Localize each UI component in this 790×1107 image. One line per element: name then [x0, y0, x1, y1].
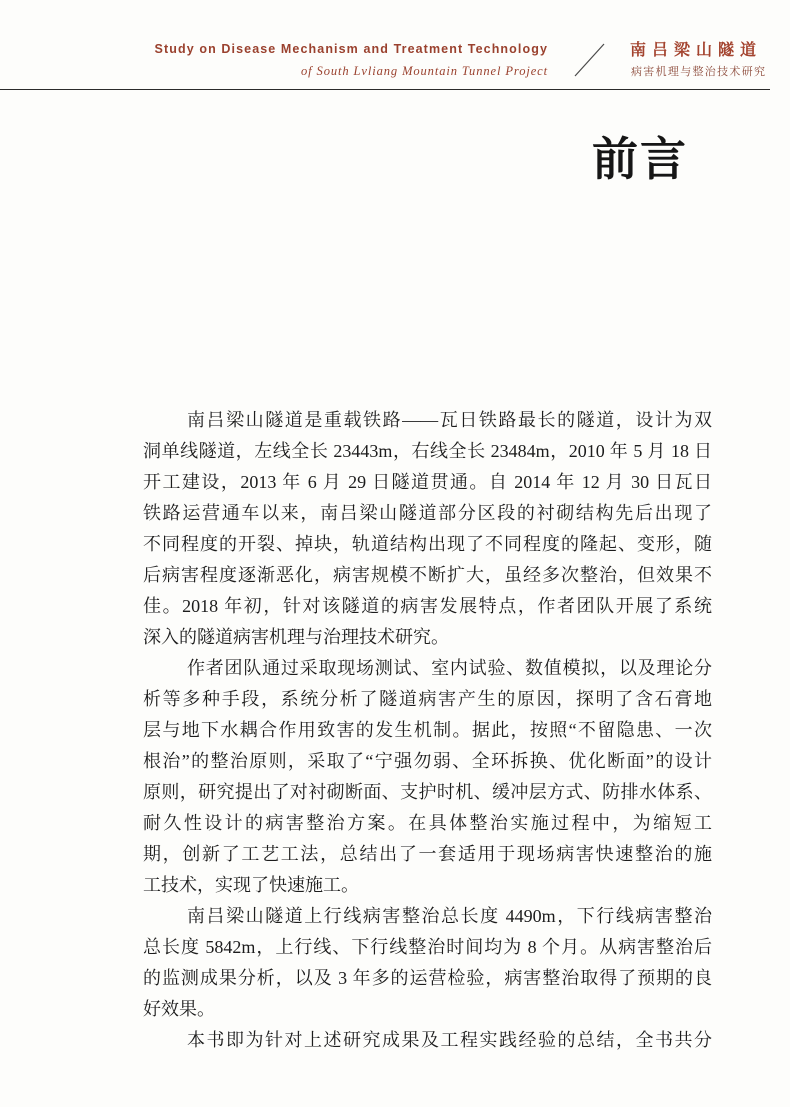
- body-line: 佳。2018 年初，针对该隧道的病害发展特点，作者团队开展了系统: [143, 596, 712, 616]
- body-line: 不同程度的开裂、掉块，轨道结构出现了不同程度的隆起、变形，随: [143, 534, 712, 554]
- paragraph: [143, 901, 712, 1025]
- body-line: 南吕梁山隧道是重载铁路——瓦日铁路最长的隧道，设计为双: [187, 410, 712, 430]
- body-line: 开工建设，2013 年 6 月 29 日隧道贯通。自 2014 年 12 月 30 日瓦日: [143, 472, 712, 492]
- body-line: 工技术，实现了快速施工。: [143, 875, 359, 895]
- header-slash-divider: [568, 40, 612, 82]
- body-line: 本书即为针对上述研究成果及工程实践经验的总结，全书共分: [187, 1030, 712, 1050]
- page-title: 前言: [592, 134, 688, 185]
- body-line: 南吕梁山隧道上行线病害整治总长度 4490m，下行线病害整治: [187, 906, 712, 926]
- header-english-title: Study on Disease Mechanism and Treatment Technology: [154, 42, 548, 56]
- body-line: 总长度 5842m，上行线、下行线整治时间均为 8 个月。从病害整治后: [143, 937, 712, 957]
- body-line: 深入的隧道病害机理与治理技术研究。: [143, 627, 449, 647]
- body-line: 的监测成果分析，以及 3 年多的运营检验，病害整治取得了预期的良: [143, 968, 712, 988]
- header-rule: [0, 89, 770, 90]
- header-chinese-title: 南吕梁山隧道: [630, 40, 763, 59]
- body-line: 期，创新了工艺工法，总结出了一套适用于现场病害快速整治的施: [143, 844, 712, 864]
- paragraph: [143, 1025, 712, 1056]
- body-text: [143, 405, 712, 1056]
- body-line: 层与地下水耦合作用致害的发生机制。据此，按照“不留隐患、一次: [143, 720, 712, 740]
- paragraph: [143, 653, 712, 901]
- body-line: 根治”的整治原则，采取了“宁强勿弱、全环拆换、优化断面”的设计: [143, 751, 712, 771]
- body-line: 好效果。: [143, 999, 215, 1019]
- body-line: 析等多种手段，系统分析了隧道病害产生的原因，探明了含石膏地: [143, 689, 712, 709]
- body-line: 作者团队通过采取现场测试、室内试验、数值模拟，以及理论分: [187, 658, 712, 678]
- paragraph: [143, 405, 712, 653]
- body-line: 洞单线隧道，左线全长 23443m，右线全长 23484m，2010 年 5 月 18 日: [143, 441, 712, 461]
- body-line: 耐久性设计的病害整治方案。在具体整治实施过程中，为缩短工: [143, 813, 712, 833]
- body-line: 铁路运营通车以来，南吕梁山隧道部分区段的衬砌结构先后出现了: [143, 503, 712, 523]
- body-line: 原则，研究提出了对衬砌断面、支护时机、缓冲层方式、防排水体系、: [143, 782, 712, 802]
- body-line: 后病害程度逐渐恶化，病害规模不断扩大，虽经多次整治，但效果不: [143, 565, 712, 585]
- header-english-subtitle: of South Lvliang Mountain Tunnel Project: [301, 64, 548, 78]
- header-chinese-subtitle: 病害机理与整治技术研究: [631, 65, 767, 78]
